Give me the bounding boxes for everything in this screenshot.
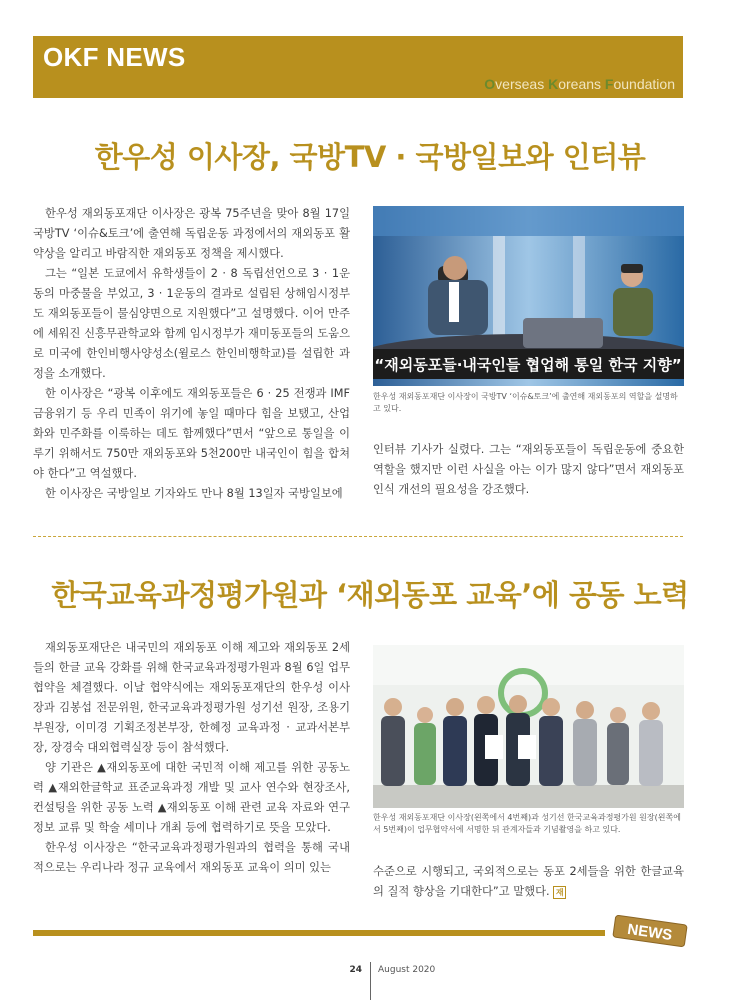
article1-paragraph: 그는 “일본 도쿄에서 유학생들이 2 · 8 독립선언으로 3 · 1운동의 마중물을 부었고, 3 · 1운동의 결과로 설립된 상해임시정부도 재외동포들이 물심양면으로 지원했다”고 설명했다. 이어 만주에 세워진 신흥무관학교와 함께 임시정부가 재미동포들의 도움으로 미국에 한인비행사양성소(윌로스 한인비행학교)를 설립한 과정을 소개했다. [33,267,350,380]
article1-paragraph: 한 이사장은 국방일보 기자와도 만나 8월 13일자 국방일보에 [45,487,343,500]
group-photo-image [373,645,684,808]
header-bar [33,36,683,98]
article2-paragraph: 재외동포재단은 내국민의 재외동포 이해 제고와 재외동포 2세들의 한글 교육 강화를 위해 한국교육과정평가원과 8월 6일 업무협약을 체결했다. 이날 협약식에는 재외동포재단의 한우성 이사장과 김봉섭 전문위원, 한국교육과정평가원 성기선 원장, 조용기 부원장, 이미경 기획조정본부장, 한혜정 교육과정 · 교과서본부장, 장경숙 대외협력실장 등이 참석했다. [33,641,350,754]
article1-paragraph: 인터뷰 기사가 실렸다. 그는 “재외동포들이 독립운동에 중요한 역할을 했지만 이런 사실을 아는 이가 많지 않다”면서 재외동포 인식 개선의 필요성을 강조했다. [373,443,684,496]
article1-left-column [33,204,350,504]
article2-headline: 한국교육과정평가원과 ‘재외동포 교육’에 공동 노력 [51,578,689,612]
article1-right-column [373,440,684,500]
news-badge [610,912,690,950]
section-divider [33,536,683,537]
article2-photo [373,645,684,808]
article1-paragraph: 한우성 재외동포재단 이사장은 광복 75주년을 맞아 8월 17일 국방TV ‘이슈&토크’에 출연해 독립운동 과정에서의 재외동포 활약상을 알리고 바람직한 재외동포 정책을 제시했다. [33,207,350,260]
footer-divider [370,962,371,1000]
article2-paragraph: 양 기관은 ▲재외동포에 대한 국민적 이해 제고를 위한 공동노력 ▲재외한글학교 표준교육과정 개발 및 교사 연수와 현장조사, 컨설팅을 위한 공동 노력 ▲재외동포 이해 관련 교육 자료와 연구정보 교류 및 학술 세미나 개최 등에 협력하기로 뜻을 모았다. [33,761,350,834]
news-badge-text: NEWS [626,920,674,945]
article1-headline: 한우성 이사장, 국방TV · 국방일보와 인터뷰 [94,140,646,174]
article2-paragraph: 한우성 이사장은 “한국교육과정평가원과의 협력을 통해 국내적으로는 우리나라 정규 교육에서 재외동포 교육이 의미 있는 [33,841,350,874]
article2-photo-caption: 한우성 재외동포재단 이사장(왼쪽에서 4번째)과 성기선 한국교육과정평가원 원장(왼쪽에서 5번째)이 업무협약서에 서명한 뒤 관계자들과 기념촬영을 하고 있다. [373,813,681,834]
page-section-title: OKF NEWS [43,42,186,72]
article1-paragraph: 한 이사장은 “광복 이후에도 재외동포들은 6 · 25 전쟁과 IMF 금융위기 등 우리 민족이 위기에 놓일 때마다 힘을 보탰고, 산업화와 민주화를 이룩하는 데도 함께했다”면서 “앞으로 통일을 이루기 위해서도 750만 재외동포와 5천200만 내국인이 힘을 합쳐야 한다”고 역설했다. [33,387,350,480]
article2-right-column [373,862,684,902]
end-mark-icon: 재 [553,886,566,899]
foundation-name: Overseas Koreans Foundation [484,76,675,92]
issue-date: August 2020 [378,965,436,975]
news-badge-icon [610,912,690,950]
article1-photo [373,206,684,386]
article2-left-column [33,638,350,878]
photo-banner-text: “재외동포들·내국인들 협업해 통일 한국 지향” [374,356,682,374]
tv-studio-image [373,206,684,386]
page-number: 24 [349,965,362,975]
footer-bar [33,930,605,936]
article1-photo-caption: 한우성 재외동포재단 이사장이 국방TV ‘이슈&토크’에 출연해 재외동포의 역할을 설명하고 있다. [373,392,678,413]
article2-paragraph: 수준으로 시행되고, 국외적으로는 동포 2세들을 위한 한글교육의 질적 향상을 기대한다”고 말했다. 재 [373,865,684,898]
